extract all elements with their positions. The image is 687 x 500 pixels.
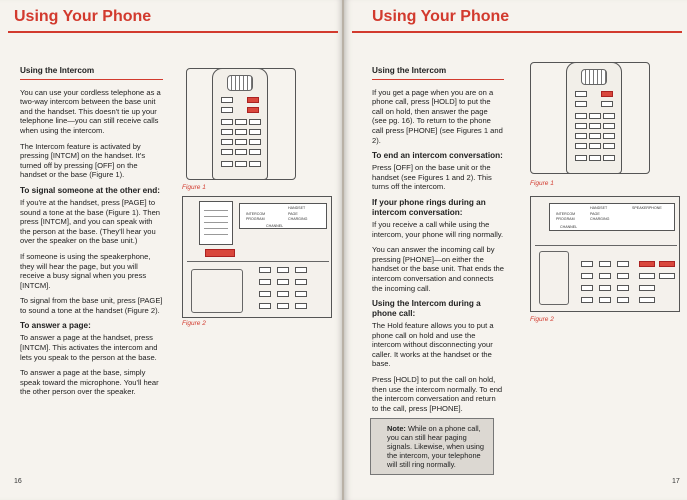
base-key	[599, 285, 611, 291]
base-key	[277, 279, 289, 285]
left-intro-p2: The Intercom feature is activated by pressing [INTCM] on the handset. It's turned off by pressing [OFF] on the handset or the base (Figure 1).	[20, 141, 146, 180]
base-key	[259, 291, 271, 297]
intercom-label: INTERCOM	[556, 212, 576, 216]
note-text: While on a phone call, you can still hear paging signals. Likewise, when using the intercom, your telephone will still ring normally.	[387, 424, 484, 469]
base-key	[599, 273, 611, 279]
base-key	[599, 297, 611, 303]
right-page-header: Using Your Phone	[372, 8, 510, 25]
left-header-rule	[8, 31, 338, 33]
base-key	[639, 273, 655, 279]
status-panel	[239, 203, 327, 229]
end-text: Press [OFF] on the base unit or the handset (see Figures 1 and 2). This turns off the intercom.	[372, 163, 492, 192]
page-label: PAGE	[590, 212, 600, 216]
base-key	[259, 267, 271, 273]
memory-card	[199, 201, 233, 245]
page-label: PAGE	[288, 212, 298, 216]
right-page	[344, 0, 687, 500]
ring-p1: If you receive a call while using the intercom, your phone will ring normally.	[372, 219, 504, 239]
handset-cradle-edge	[530, 62, 650, 174]
base-key	[295, 303, 307, 309]
signal-p1: If you're at the handset, press [PAGE] to sound a tone at the base (Figure 1). Then press [INTCM], and you can speak with the person at the base. (They'll hear you over the speaker on the base unit.)	[20, 197, 161, 246]
note-box	[370, 418, 494, 475]
status-panel	[549, 203, 675, 231]
right-intro: If you get a page when you are on a phone call, press [HOLD] to put the call on hold, then answer the page (see pg. 16). To return to the phone call press [PHONE] (see Figures 1 and 2).	[372, 87, 503, 145]
base-key	[617, 285, 629, 291]
base-key	[617, 297, 629, 303]
signal-heading: To signal someone at the other end:	[20, 185, 160, 195]
base-key	[581, 297, 593, 303]
base-divider	[535, 245, 677, 246]
right-section-title: Using the Intercom	[372, 66, 504, 80]
base-key	[259, 303, 271, 309]
answer-p2: To answer a page at the base, simply speak toward the microphone. You'll hear the other person over the speaker.	[20, 368, 159, 397]
base-key	[639, 285, 655, 291]
left-page	[0, 0, 343, 500]
cradle-slot	[539, 251, 569, 305]
base-key	[295, 279, 307, 285]
base-key	[581, 261, 593, 267]
base-divider	[187, 261, 329, 262]
left-text-column	[20, 66, 163, 403]
base-key-red	[659, 261, 675, 267]
channel-label: CHANNEL	[266, 224, 284, 228]
program-label: PROGRAM	[246, 217, 265, 221]
right-page-number: 17	[672, 478, 680, 485]
base-key	[295, 291, 307, 297]
charging-label: CHARGING	[288, 217, 308, 221]
left-figure1-caption: Figure 1	[182, 184, 206, 191]
base-key	[599, 261, 611, 267]
handset-cradle-edge	[186, 68, 296, 180]
base-key	[617, 273, 629, 279]
base-key	[659, 273, 675, 279]
base-key	[277, 267, 289, 273]
left-figure2-caption: Figure 2	[182, 320, 206, 327]
base-key	[295, 267, 307, 273]
base-key	[581, 285, 593, 291]
charging-label: CHARGING	[590, 217, 610, 221]
base-key-red	[639, 261, 655, 267]
left-section-title: Using the Intercom	[20, 66, 163, 80]
during-p1: The Hold feature allows you to put a phone call on hold and use the intercom without disconnecting your caller. It works at the handset or the base.	[372, 321, 494, 369]
base-key	[639, 297, 655, 303]
cradle-slot	[191, 269, 243, 313]
right-text-column	[372, 66, 504, 419]
end-heading: To end an intercom conversation:	[372, 151, 503, 161]
handset-column-label: HANDSET	[590, 206, 608, 210]
left-page-number: 16	[14, 478, 22, 485]
base-key	[277, 291, 289, 297]
ring-p2: You can answer the incoming call by pressing [PHONE]—on either the handset or the base unit. That ends the intercom conversation and connects the incoming call.	[372, 245, 505, 293]
answer-heading: To answer a page:	[20, 321, 91, 331]
base-unit-illustration	[530, 196, 680, 312]
right-header-rule	[352, 31, 682, 33]
signal-p2: If someone is using the speakerphone, they will hear the page, but you will receive a busy signal when you press [INTCM].	[20, 251, 151, 290]
left-page-header: Using Your Phone	[14, 8, 152, 25]
answer-p1: To answer a page at the handset, press [INTCM]. This activates the intercom and lets you speak to the person at the base.	[20, 333, 158, 362]
base-key-red	[205, 249, 235, 257]
signal-p3: To signal from the base unit, press [PAGE] to sound a tone at the handset (Figure 2).	[20, 296, 163, 315]
during-heading: Using the Intercom during a phone call:	[372, 299, 481, 319]
right-figure2-caption: Figure 2	[530, 316, 554, 323]
speakerphone-column-label: SPEAKERPHONE	[632, 206, 662, 210]
channel-label: CHANNEL	[560, 225, 578, 229]
ring-heading: If your phone rings during an intercom conversation:	[372, 197, 486, 217]
right-figure1-caption: Figure 1	[530, 180, 554, 187]
base-key	[259, 279, 271, 285]
left-intro-p1: You can use your cordless telephone as a two-way intercom between the base unit and the handset. This doesn't tie up your telephone line—you can still receive calls when using the intercom.	[20, 87, 161, 135]
during-p2: Press [HOLD] to put the call on hold, then use the intercom normally. To end the intercom conversation and return to the call, press [PHONE].	[372, 375, 503, 413]
handset-column-label: HANDSET	[288, 206, 306, 210]
intercom-label: INTERCOM	[246, 212, 266, 216]
base-key	[617, 261, 629, 267]
base-unit-illustration	[182, 196, 332, 318]
program-label: PROGRAM	[556, 217, 575, 221]
base-key	[581, 273, 593, 279]
note-label: Note:	[387, 424, 406, 433]
base-key	[277, 303, 289, 309]
